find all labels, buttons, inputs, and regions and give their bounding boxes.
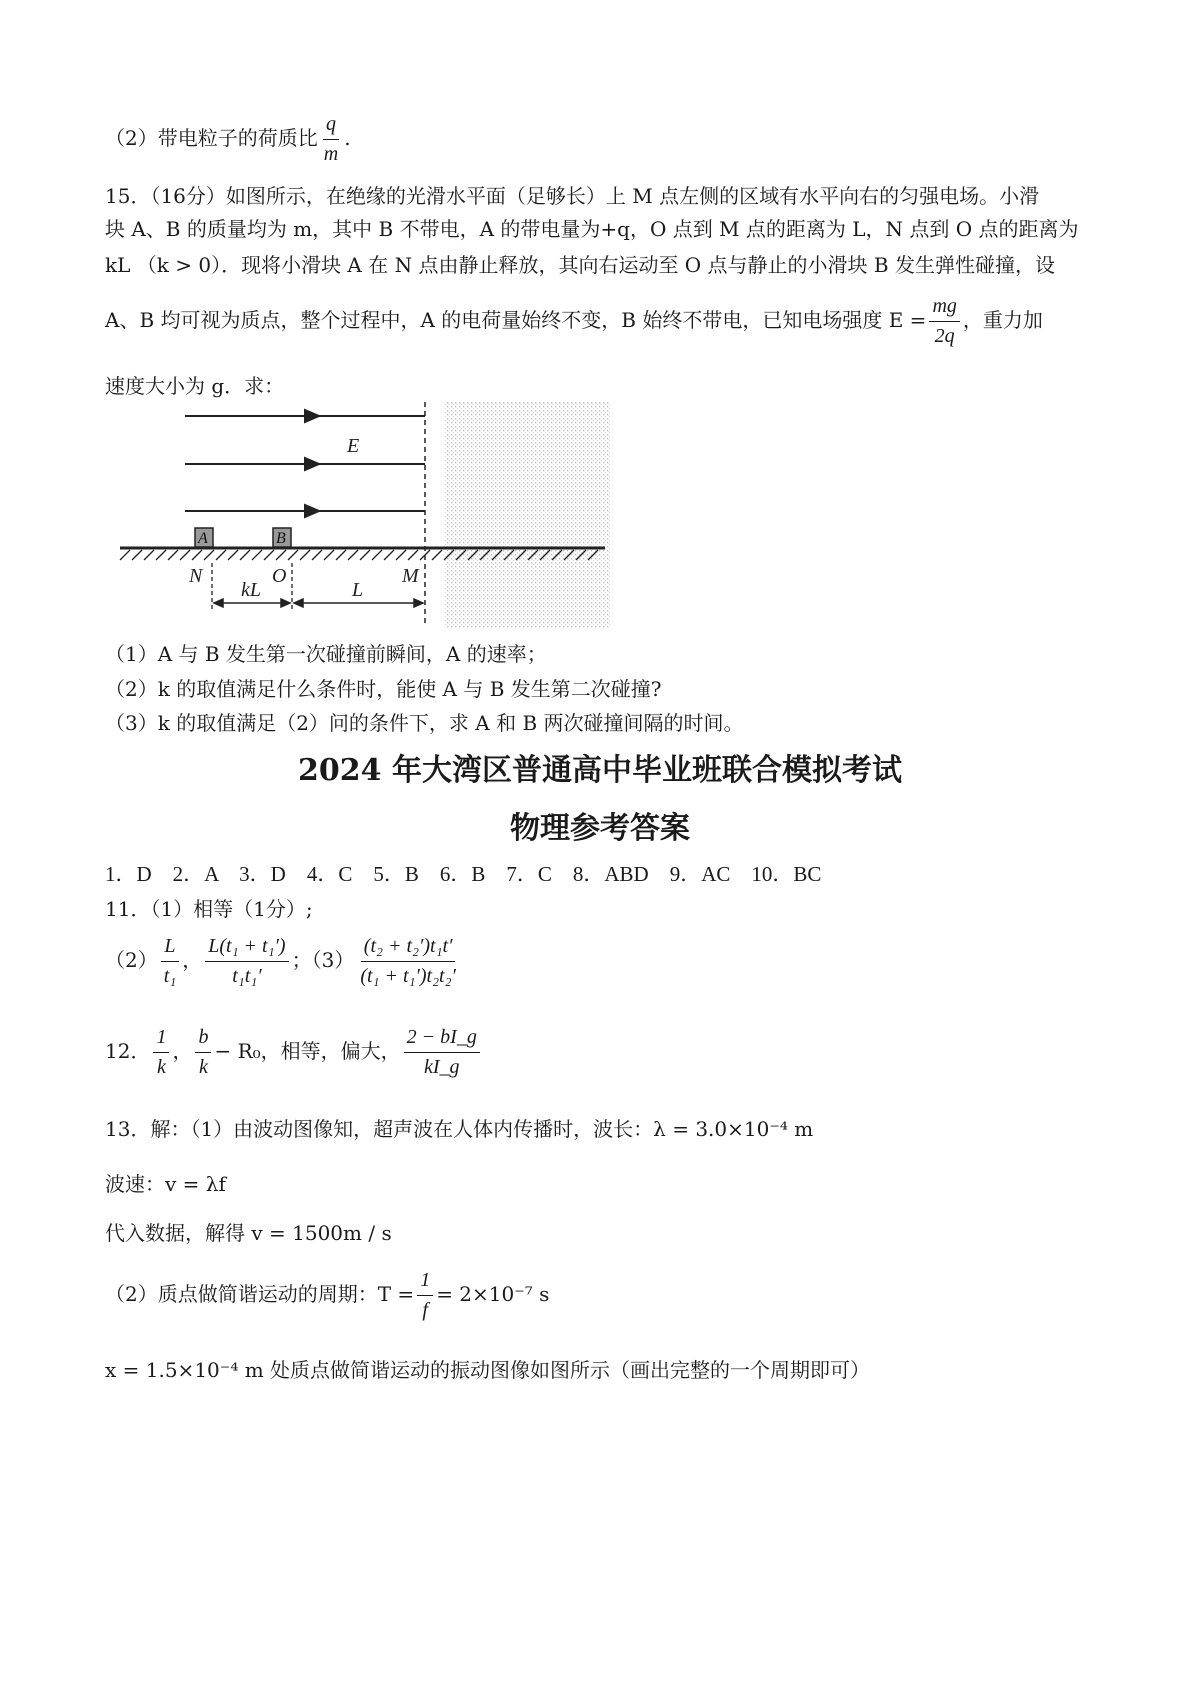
answer-13-line1: 13．解：（1）由波动图像知，超声波在人体内传播时，波长：λ = 3.0×10⁻⁴ m xyxy=(105,1117,814,1141)
frac-num: 1 xyxy=(417,1268,433,1296)
q15-line2: 块 A、B 的质量均为 m，其中 B 不带电，A 的带电量为+q，O 点到 M 点的距离为 L，N 点到 O 点的距离为 xyxy=(105,217,1079,241)
q15-line5: 速度大小为 g．求： xyxy=(105,374,285,398)
answer-13-line2: 波速：v = λf xyxy=(105,1172,226,1196)
exam-title: 2024 年大湾区普通高中毕业班联合模拟考试 xyxy=(298,753,902,788)
q14-end: . xyxy=(344,126,351,150)
comma: ， xyxy=(182,948,203,972)
a13-4-post: = 2×10⁻⁷ s xyxy=(436,1282,550,1306)
comma: ， xyxy=(172,1039,193,1063)
a11-fraction-1 xyxy=(161,934,180,989)
answer-13-line3: 代入数据，解得 v = 1500m / s xyxy=(105,1221,392,1245)
q15-sub3: （3）k 的取值满足（2）问的条件下，求 A 和 B 两次碰撞间隔的时间。 xyxy=(105,711,744,735)
q15-line4 xyxy=(105,294,1043,349)
answer-title: 物理参考答案 xyxy=(510,811,690,846)
q15-line1: 15．（16分）如图所示，在绝缘的光滑水平面（足够长）上 M 点左侧的区域有水平向右的匀强电场。小滑 xyxy=(105,184,1040,208)
a12-label: 12． xyxy=(105,1039,151,1063)
q15-sub2: （2）k 的取值满足什么条件时，能使 A 与 B 发生第二次碰撞? xyxy=(105,677,662,701)
q14-part2 xyxy=(105,112,351,167)
answer-13-line5: x = 1.5×10⁻⁴ m 处质点做简谐运动的振动图像如图所示（画出完整的一个周期即可） xyxy=(105,1358,871,1382)
block-b-label: B xyxy=(276,530,286,547)
a12-fraction-1 xyxy=(153,1025,169,1080)
frac-num: q xyxy=(323,112,339,140)
arrow-head-3 xyxy=(305,505,319,517)
q14-part2-text: （2）带电粒子的荷质比 xyxy=(105,126,318,150)
electric-field-diagram xyxy=(115,398,615,630)
frac-den: k xyxy=(157,1056,166,1078)
field-label-e: E xyxy=(347,435,360,457)
q15-line3: kL （k > 0）．现将小滑块 A 在 N 点由静止释放，其向右运动至 O 点与静止的小滑块 B 发生弹性碰撞，设 xyxy=(105,253,1055,277)
frac-den: m xyxy=(323,143,339,165)
point-o-label: O xyxy=(272,565,287,587)
frac-num: b xyxy=(195,1025,211,1053)
mc-answers: 1．D 2．A 3．D 4．C 5．B 6．B 7．C 8．ABD 9．AC 10．BC xyxy=(105,862,822,886)
answer-12 xyxy=(105,1025,483,1080)
frac-den: f xyxy=(422,1299,428,1321)
a11-2-label: （2） xyxy=(105,948,158,972)
frac-num: 1 xyxy=(153,1025,169,1053)
point-m-label: M xyxy=(402,565,419,587)
a12-fraction-3 xyxy=(404,1025,480,1080)
a12-mid: − R₀，相等，偏大， xyxy=(214,1039,401,1063)
frac-num: 2 − bI_g xyxy=(404,1025,480,1053)
arrow-head-2 xyxy=(305,458,319,470)
q15-line4-pre: A、B 均可视为质点，整个过程中，A 的电荷量始终不变，B 始终不带电，已知电场强度 E = xyxy=(105,308,927,332)
frac-num: (t₂ + t₂′)t₁t′ xyxy=(361,934,456,962)
frac-den: (t₁ + t₁′)t₂t₂′ xyxy=(360,965,456,987)
block-a-label: A xyxy=(198,530,208,547)
frac-den: k xyxy=(199,1056,208,1078)
frac-den: t₁ xyxy=(163,965,177,987)
answer-11-part2-3 xyxy=(105,934,462,989)
arrow-head-1 xyxy=(305,410,319,422)
q15-sub1: （1）A 与 B 发生第一次碰撞前瞬间，A 的速率； xyxy=(105,642,547,666)
a11-3-label: ；（3） xyxy=(291,948,355,972)
frac-den: t₁t₁′ xyxy=(232,965,262,987)
frac-num: L xyxy=(161,934,178,962)
l-label: L xyxy=(352,579,364,601)
answer-13-line4 xyxy=(105,1268,549,1323)
answer-11-part1: 11．（1）相等（1分）; xyxy=(105,897,313,921)
frac-den: kI_g xyxy=(423,1056,460,1078)
point-n-label: N xyxy=(189,565,203,587)
a11-fraction-3 xyxy=(357,934,459,989)
kl-label: kL xyxy=(241,579,261,601)
a12-fraction-2 xyxy=(195,1025,211,1080)
period-fraction xyxy=(417,1268,433,1323)
a13-4-pre: （2）质点做简谐运动的周期：T = xyxy=(105,1282,415,1306)
frac-den: 2q xyxy=(934,325,955,347)
a11-fraction-2 xyxy=(205,934,288,989)
frac-num: L(t₁ + t₁′) xyxy=(205,934,288,962)
shaded-region xyxy=(445,402,610,628)
field-strength-fraction xyxy=(929,294,959,349)
q-over-m-fraction xyxy=(321,112,341,167)
q15-line4-post: ，重力加 xyxy=(962,308,1043,332)
frac-num: mg xyxy=(929,294,959,322)
